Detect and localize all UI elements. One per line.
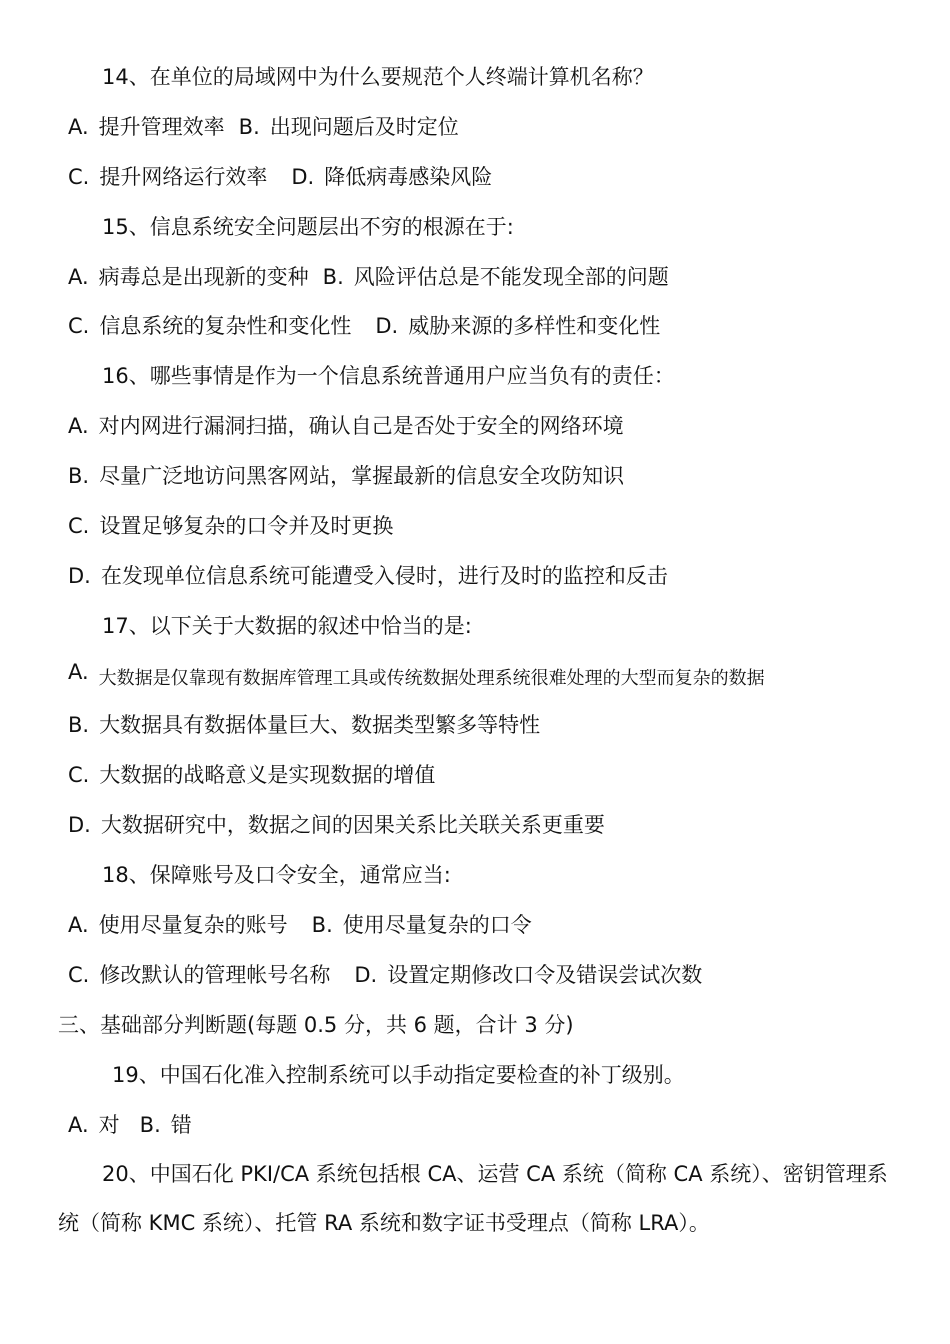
option-letter: A. bbox=[68, 913, 89, 937]
option-letter: A. bbox=[68, 414, 89, 438]
option-text: 威胁来源的多样性和变化性 bbox=[408, 314, 661, 338]
option-text: 在发现单位信息系统可能遭受入侵时，进行及时的监控和反击 bbox=[100, 564, 668, 588]
question-17-option-c bbox=[68, 760, 435, 790]
option-text: 大数据的战略意义是实现数据的增值 bbox=[99, 763, 436, 787]
question-17-option-d bbox=[68, 810, 605, 840]
option-letter: C. bbox=[68, 165, 90, 189]
option-letter: B. bbox=[139, 1113, 161, 1137]
option-text: 尽量广泛地访问黑客网站，掌握最新的信息安全攻防知识 bbox=[99, 464, 625, 488]
option-text: 使用尽量复杂的账号 bbox=[98, 913, 288, 937]
option-text: 风险评估总是不能发现全部的问题 bbox=[353, 265, 669, 289]
option-letter: D. bbox=[291, 165, 315, 189]
question-17-option-b bbox=[68, 710, 540, 740]
question-19-options bbox=[68, 1110, 192, 1140]
question-14-options-row-1 bbox=[68, 112, 459, 142]
question-14-stem: 14、在单位的局域网中为什么要规范个人终端计算机名称？ bbox=[102, 65, 654, 89]
question-15-options-row-2 bbox=[68, 311, 660, 341]
question-16-option-c bbox=[68, 511, 393, 541]
option-text: 大数据具有数据体量巨大、数据类型繁多等特性 bbox=[99, 713, 541, 737]
question-18-options-row-2 bbox=[68, 960, 702, 990]
option-letter: C. bbox=[68, 963, 90, 987]
option-letter: B. bbox=[238, 115, 260, 139]
option-text: 提升管理效率 bbox=[98, 115, 225, 139]
option-text: 提升网络运行效率 bbox=[99, 165, 268, 189]
question-20-line-1: 20、中国石化 PKI/CA 系统包括根 CA、运营 CA 系统（简称 CA 系统）、密钥管理系 bbox=[102, 1162, 888, 1186]
question-14-options-row-2 bbox=[68, 162, 492, 192]
option-text: 大数据研究中，数据之间的因果关系比关联关系更重要 bbox=[100, 813, 605, 837]
question-18-options-row-1 bbox=[68, 910, 532, 940]
option-letter: C. bbox=[68, 763, 90, 787]
option-letter: A. bbox=[68, 115, 89, 139]
question-15-stem: 15、信息系统安全问题层出不穷的根源在于: bbox=[102, 215, 514, 239]
question-16-option-b bbox=[68, 461, 624, 491]
option-text: 信息系统的复杂性和变化性 bbox=[99, 314, 352, 338]
option-letter: B. bbox=[68, 464, 90, 488]
option-letter: D. bbox=[68, 813, 91, 837]
option-letter: A. bbox=[68, 1113, 89, 1137]
question-19-stem: 19、中国石化准入控制系统可以手动指定要检查的补丁级别。 bbox=[112, 1063, 685, 1087]
option-text: 对内网进行漏洞扫描，确认自己是否处于安全的网络环境 bbox=[98, 414, 624, 438]
option-letter: D. bbox=[375, 314, 399, 338]
option-text: 出现问题后及时定位 bbox=[269, 115, 459, 139]
option-letter: A. bbox=[68, 660, 89, 684]
option-text: 使用尽量复杂的口令 bbox=[342, 913, 532, 937]
option-text: 降低病毒感染风险 bbox=[324, 165, 493, 189]
option-letter: C. bbox=[68, 314, 90, 338]
question-16-stem: 16、哪些事情是作为一个信息系统普通用户应当负有的责任： bbox=[102, 364, 675, 388]
option-text: 错 bbox=[170, 1113, 192, 1137]
option-letter: B. bbox=[311, 913, 333, 937]
option-text: 设置足够复杂的口令并及时更换 bbox=[99, 514, 394, 538]
option-text: 大数据是仅靠现有数据库管理工具或传统数据处理系统很难处理的大型而复杂的数据 bbox=[98, 668, 765, 689]
option-text: 修改默认的管理帐号名称 bbox=[99, 963, 331, 987]
question-15-options-row-1 bbox=[68, 262, 669, 292]
question-17-stem: 17、以下关于大数据的叙述中恰当的是: bbox=[102, 614, 472, 638]
question-20-line-2: 统（简称 KMC 系统）、托管 RA 系统和数字证书受理点（简称 LRA）。 bbox=[58, 1211, 710, 1235]
question-18-stem: 18、保障账号及口令安全，通常应当: bbox=[102, 863, 451, 887]
option-text: 对 bbox=[98, 1113, 120, 1137]
option-letter: C. bbox=[68, 514, 90, 538]
section-heading: 三、基础部分判断题(每题 0.5 分，共 6 题，合计 3 分) bbox=[58, 1013, 574, 1037]
question-16-option-d bbox=[68, 561, 668, 591]
option-letter: A. bbox=[68, 265, 89, 289]
question-16-option-a bbox=[68, 411, 624, 441]
option-letter: D. bbox=[68, 564, 91, 588]
option-text: 设置定期修改口令及错误尝试次数 bbox=[387, 963, 703, 987]
option-text: 病毒总是出现新的变种 bbox=[98, 265, 309, 289]
option-letter: B. bbox=[322, 265, 344, 289]
question-17-option-a bbox=[68, 662, 765, 694]
option-letter: B. bbox=[68, 713, 90, 737]
option-letter: D. bbox=[354, 963, 378, 987]
